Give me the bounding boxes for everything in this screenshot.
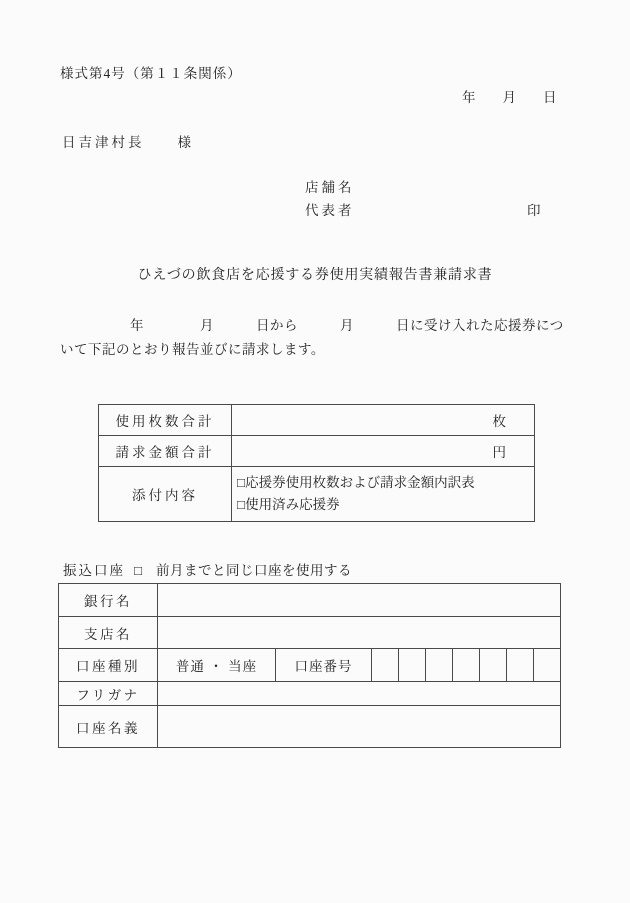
same-account-note: 前月までと同じ口座を使用する: [156, 563, 352, 578]
account-table: [58, 583, 561, 748]
furigana-cell: [158, 682, 561, 706]
account-number-label: 口座番号: [276, 649, 372, 682]
table-row: [59, 706, 561, 748]
store-name-label: 店舗名: [305, 180, 355, 195]
branch-name-label: 支店名: [59, 617, 158, 649]
body-paragraph-line2: いて下記のとおり報告並びに請求します。: [60, 342, 325, 357]
account-number-digit-cell: [426, 649, 453, 682]
table-row: [59, 617, 561, 649]
attachment-options-cell: [232, 467, 535, 522]
used-count-label: 使用枚数合計: [99, 405, 232, 436]
used-count-unit-cell: 枚: [232, 405, 535, 436]
table-row: [59, 649, 561, 682]
attachment-option-used-vouchers-checkbox: □使用済み応援券: [237, 497, 340, 512]
account-number-digit-cell: [453, 649, 480, 682]
attachment-option-breakdown-checkbox: □応援券使用枚数および請求金額内訳表: [237, 475, 475, 490]
account-number-digit-cell: [507, 649, 534, 682]
form-number: 様式第4号（第１１条関係）: [60, 66, 242, 81]
seal-mark: 印: [527, 203, 541, 218]
table-row: [59, 584, 561, 617]
summary-table: [98, 404, 535, 522]
date-line: 年 月 日: [462, 90, 557, 105]
table-row: [99, 405, 535, 436]
document-title: ひえづの飲食店を応援する券使用実績報告書兼請求書: [137, 268, 493, 283]
body-paragraph-line1: 年 月 日から 月 日に受け入れた応援券につ: [60, 318, 564, 333]
account-holder-cell: [158, 706, 561, 748]
addressee: 日吉津村長 様: [62, 135, 194, 150]
account-type-options: 普通 ・ 当座: [158, 649, 276, 682]
table-row: [59, 682, 561, 706]
bank-name-cell: [158, 584, 561, 617]
account-holder-label: 口座名義: [59, 706, 158, 748]
furigana-label: フリガナ: [59, 682, 158, 706]
claim-amount-label: 請求金額合計: [99, 436, 232, 467]
claim-amount-unit-cell: 円: [232, 436, 535, 467]
table-row: [99, 467, 535, 522]
same-account-checkbox: □: [134, 563, 143, 578]
account-number-digit-cell: [534, 649, 561, 682]
attachment-label: 添付内容: [99, 467, 232, 522]
branch-name-cell: [158, 617, 561, 649]
bank-name-label: 銀行名: [59, 584, 158, 617]
account-number-digit-cell: [480, 649, 507, 682]
table-row: [99, 436, 535, 467]
account-number-digit-cell: [399, 649, 426, 682]
representative-label: 代表者: [305, 203, 355, 218]
transfer-account-label: 振込口座: [63, 563, 125, 578]
account-type-label: 口座種別: [59, 649, 158, 682]
account-number-digit-cell: [372, 649, 399, 682]
